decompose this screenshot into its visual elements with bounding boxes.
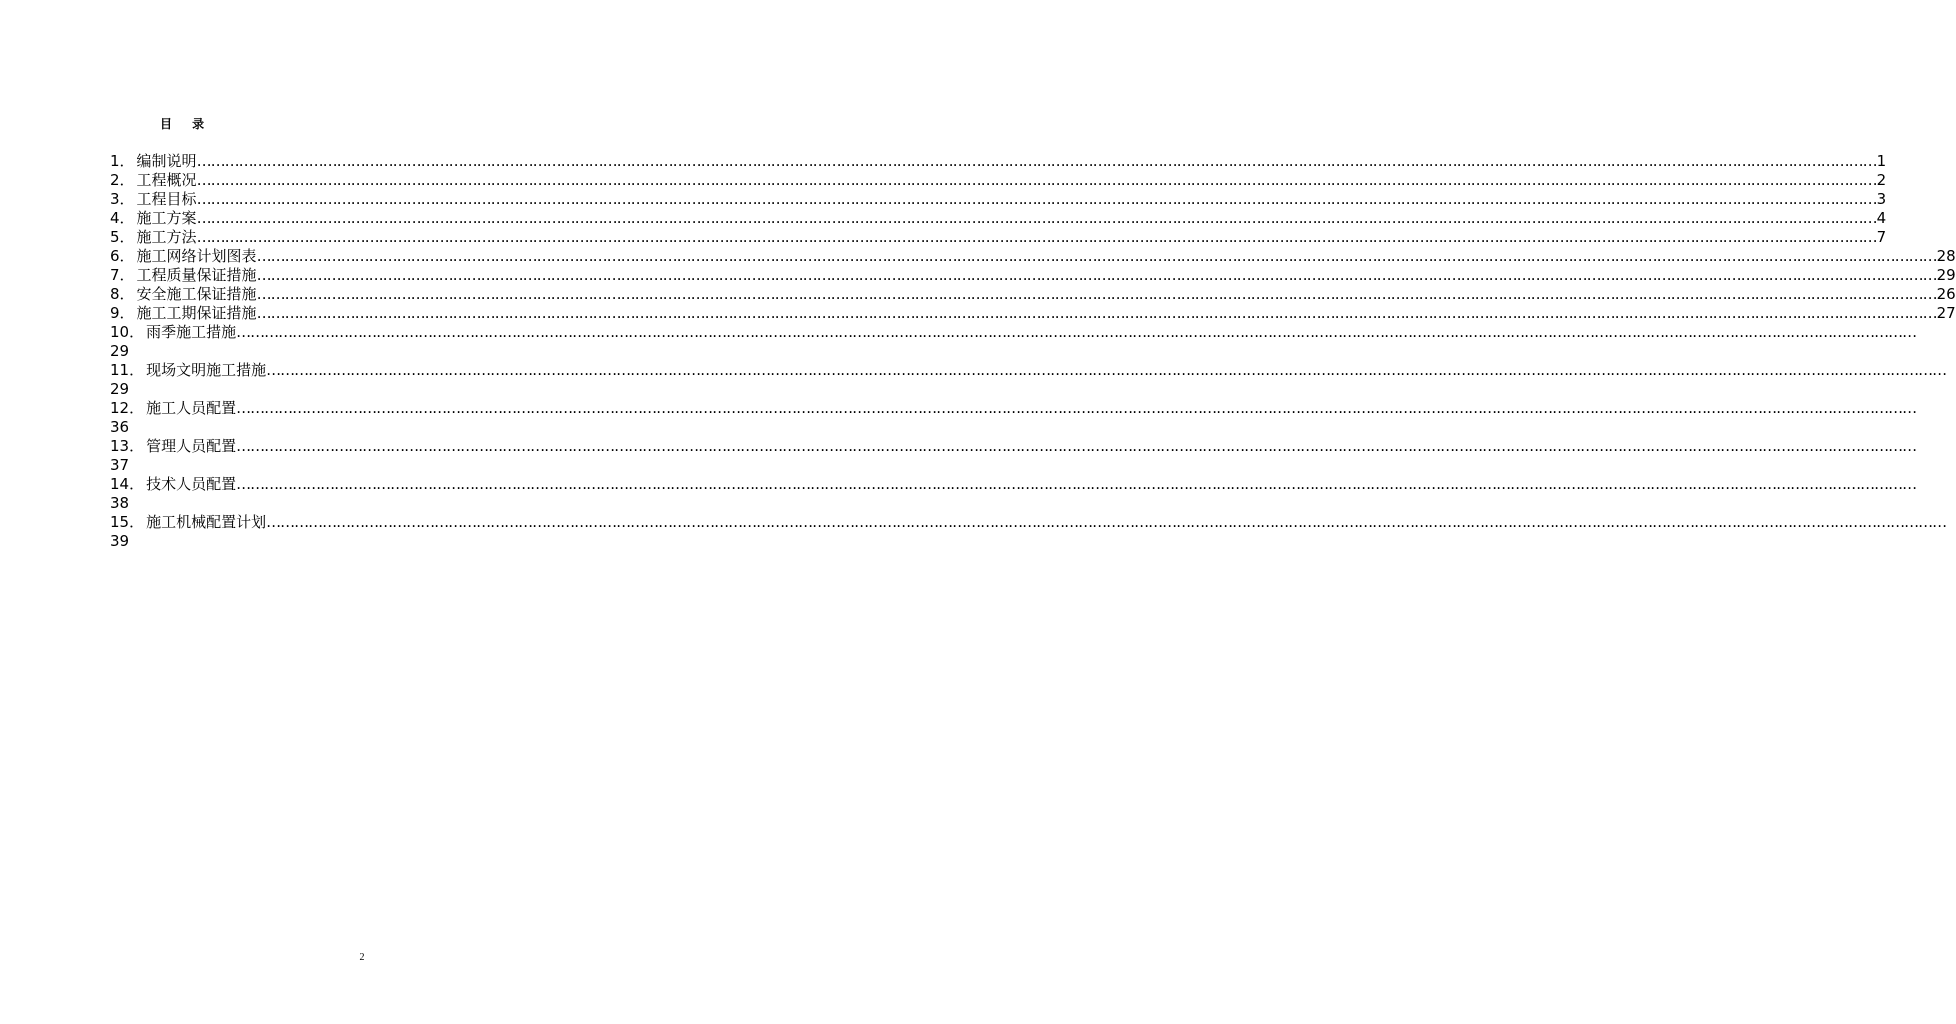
toc-entry [110,285,1956,304]
toc-entry-page: 36 [110,418,130,436]
toc-entry [110,209,1887,228]
toc-entry-leader: ……………………………………………………………………………………………………………………………………………………………………………………………………………………………………………………………………………………………………………………………… [256,304,1937,322]
toc-entry-leader: ……………………………………………………………………………………………………………………………………………………………………………………………………………………………………………………………………………………………………………………………… [236,399,1917,417]
toc-entry-number: 3． [110,190,135,208]
toc-entry [110,190,1887,209]
toc-entry [110,361,1947,399]
toc-entry-leader: ……………………………………………………………………………………………………………………………………………………………………………………………………………………………………………………………………………………………………………………………… [196,171,1877,189]
toc-entry-line [110,209,1887,228]
toc-entry-number: 4． [110,209,135,227]
toc-entry-leader: ……………………………………………………………………………………………………………………………………………………………………………………………………………………………………………………………………………………………………………………………… [256,266,1937,284]
toc-entry-title: 施工人员配置 [146,399,237,417]
toc-entry-title: 技术人员配置 [146,475,237,493]
toc-entry-page: 1 [1876,152,1887,170]
toc-entry-leader: ……………………………………………………………………………………………………………………………………………………………………………………………………………………………………………………………………………………………………………………………… [196,228,1877,246]
toc-entry-page: 26 [1936,285,1956,303]
toc-entry-number: 9． [110,304,135,322]
toc-entry-page: 2 [1876,171,1887,189]
toc-entry-line [110,304,1956,323]
toc-entry-leader: ……………………………………………………………………………………………………………………………………………………………………………………………………………………………………………………………………………………………………………………………… [236,437,1917,455]
toc-entry-line [110,266,1956,285]
toc-entry-line [110,171,1887,190]
toc-entry-page: 4 [1876,209,1887,227]
toc-entry-line [110,152,1887,171]
toc-entry-number: 10． [110,323,145,341]
toc-entry-page: 39 [110,532,130,550]
toc-entry-line [110,285,1956,304]
toc-entry [110,228,1887,247]
toc-entry-line [110,190,1887,209]
toc-entry-title: 工程目标 [136,190,197,208]
toc-entry-number: 14． [110,475,145,493]
toc-entry-page: 29 [110,342,130,360]
page-number: 2 [359,952,365,963]
toc-entry-title: 管理人员配置 [146,437,237,455]
toc-entry-title: 施工方案 [136,209,197,227]
toc-entry-number: 8． [110,285,135,303]
toc-entry-line [110,361,1947,380]
toc-entry-leader: ……………………………………………………………………………………………………………………………………………………………………………………………………………………………………………………………………………………………………………………………… [256,285,1937,303]
toc-entry-page: 7 [1876,228,1887,246]
toc-entry-title: 施工机械配置计划 [146,513,267,531]
toc-entry [110,266,1956,285]
toc-entry-page: 37 [110,456,130,474]
toc-entry-page: 28 [1936,247,1956,265]
toc-entry-title: 工程质量保证措施 [136,266,257,284]
toc-entry-title: 现场文明施工措施 [146,361,267,379]
toc-entry-title: 工程概况 [136,171,197,189]
toc-entry [110,475,1917,513]
toc-entry-number: 7． [110,266,135,284]
toc-entry [110,247,1956,266]
toc-entry-title: 施工方法 [136,228,197,246]
toc-entry-number: 2． [110,171,135,189]
toc-entry [110,304,1956,323]
toc-entry [110,399,1917,437]
toc-entry-page: 29 [110,380,130,398]
toc-entry-leader: ……………………………………………………………………………………………………………………………………………………………………………………………………………………………………………………………………………………………………………………………… [256,247,1937,265]
toc-entry-number: 1． [110,152,135,170]
toc-entry [110,437,1917,475]
toc-entry-leader: ……………………………………………………………………………………………………………………………………………………………………………………………………………………………………………………………………………………………………………………………… [236,323,1917,341]
toc-entry-number: 6． [110,247,135,265]
toc-entry-number: 15． [110,513,145,531]
toc-entry-page: 27 [1936,304,1956,322]
toc-entry-title: 施工网络计划图表 [136,247,257,265]
toc-entry-number: 5． [110,228,135,246]
toc-entry-leader: ……………………………………………………………………………………………………………………………………………………………………………………………………………………………………………………………………………………………………………………………… [196,209,1877,227]
toc-entry [110,323,1917,361]
toc-entry-page: 3 [1876,190,1887,208]
toc-entry-leader: ……………………………………………………………………………………………………………………………………………………………………………………………………………………………………………………………………………………………………………………………… [236,475,1917,493]
toc-entry-title: 安全施工保证措施 [136,285,257,303]
toc-entry-number: 12． [110,399,145,417]
table-of-contents [110,152,1956,551]
toc-entry-line [110,228,1887,247]
toc-entry-line [110,247,1956,266]
toc-entry-title: 编制说明 [136,152,197,170]
toc-entry-page: 38 [110,494,130,512]
toc-entry-line [110,513,1947,532]
toc-entry-leader: ……………………………………………………………………………………………………………………………………………………………………………………………………………………………………………………………………………………………………………………………… [196,190,1877,208]
toc-entry-line [110,475,1917,494]
toc-entry-number: 13． [110,437,145,455]
toc-entry [110,152,1887,171]
toc-entry [110,513,1947,551]
toc-entry-page: 29 [1936,266,1956,284]
toc-entry-title: 施工工期保证措施 [136,304,257,322]
toc-entry-leader: ……………………………………………………………………………………………………………………………………………………………………………………………………………………………………………………………………………………………………………………………… [266,361,1947,379]
toc-entry-line [110,437,1917,456]
toc-title: 目 录 [160,117,213,131]
toc-entry-leader: ……………………………………………………………………………………………………………………………………………………………………………………………………………………………………………………………………………………………………………………………… [196,152,1877,170]
toc-entry-title: 雨季施工措施 [146,323,237,341]
toc-entry-line [110,323,1917,342]
toc-entry [110,171,1887,190]
toc-entry-leader: ……………………………………………………………………………………………………………………………………………………………………………………………………………………………………………………………………………………………………………………………… [266,513,1947,531]
toc-entry-line [110,399,1917,418]
toc-entry-number: 11． [110,361,145,379]
